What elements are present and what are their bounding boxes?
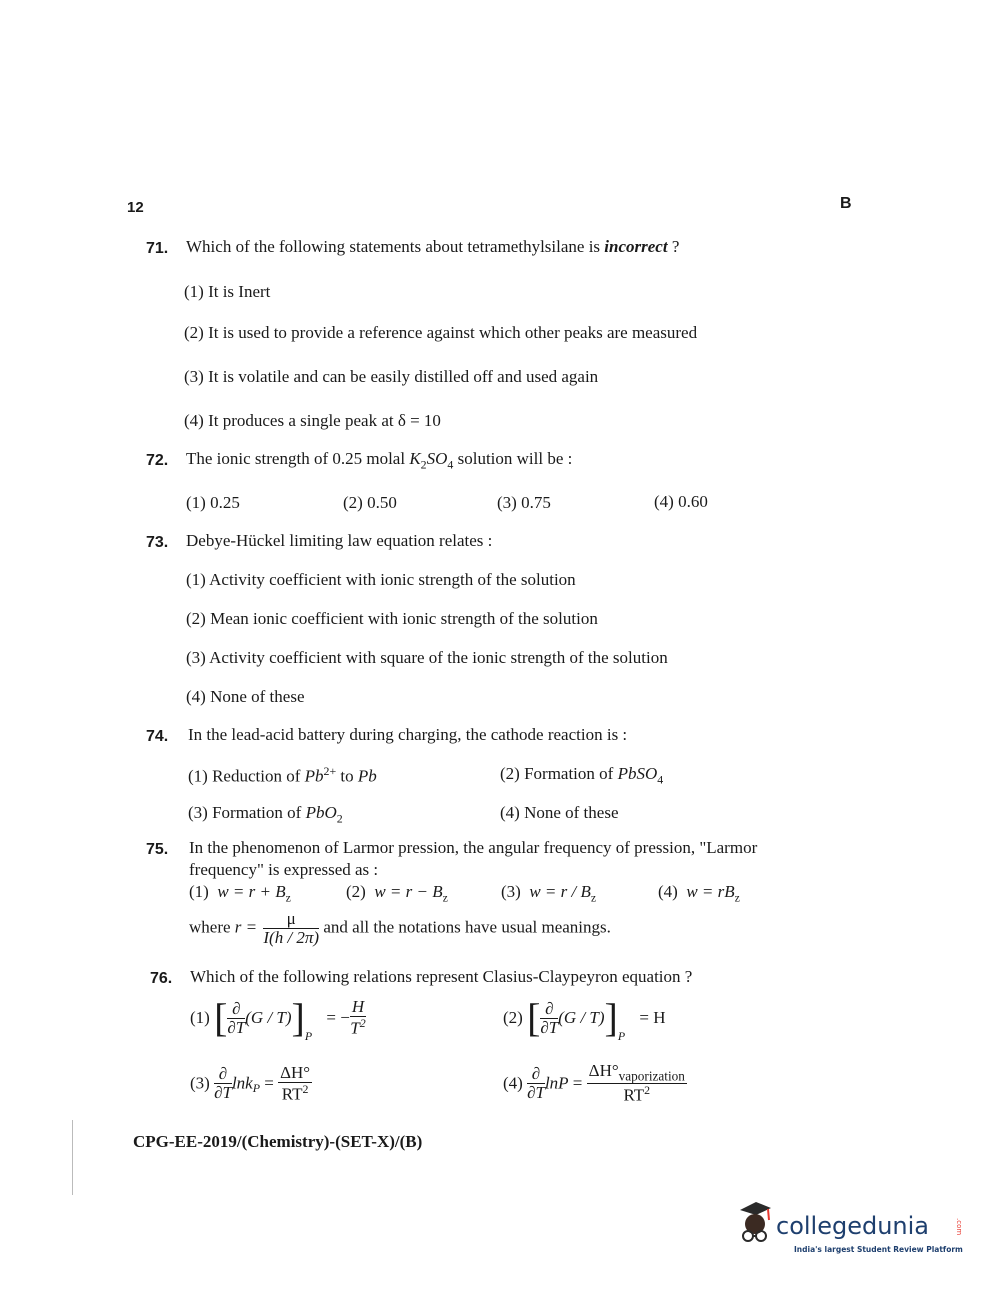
q73-option-1: (1) Activity coefficient with ionic strength of the solution	[186, 570, 576, 589]
q72-option-1: (1) 0.25	[186, 493, 240, 512]
q76-option-4: (4) $\frac{\partial}{\partial T}$ lnP = $\frac{\Delta H^\circ_{vaporization}}{RT^2}$	[503, 1061, 685, 1105]
q71-option-4: (4) It produces a single peak at δ = 10	[184, 411, 441, 430]
q76-option-2: (2) [ $\frac{\partial}{\partial T}$ $(G / T)]_P = H$	[503, 995, 666, 1043]
q75-option-1: (1) $w = r + B_z$	[189, 882, 291, 905]
page-number: 12	[127, 199, 144, 216]
q74-option-3: (3) Formation of PbO$_2$	[188, 803, 343, 826]
collegedunia-logo-text: collegedunia	[776, 1212, 930, 1240]
q75-option-3: (3) $w = r / B_z$	[501, 882, 597, 905]
q71-option-2: (2) It is used to provide a reference against which other peaks are measured	[184, 323, 698, 342]
q74-option-4: (4) None of these	[500, 803, 619, 822]
question-74-text: In the lead-acid battery during charging, the cathode reaction is :	[188, 725, 628, 744]
exam-code: CPG-EE-2019/(Chemistry)-(SET-X)/(B)	[133, 1132, 423, 1151]
q74-option-2: (2) Formation of PbSO$_4$	[500, 764, 664, 787]
collegedunia-dotcom: .com	[955, 1218, 963, 1236]
question-76-number: 76.	[150, 970, 173, 987]
question-72-text: The ionic strength of 0.25 molal $K_2SO_4$ solution will be :	[186, 449, 573, 472]
collegedunia-mascot-icon	[738, 1200, 772, 1252]
q76-option-1: (1) [ $\frac{\partial}{\partial T}$ $(G / T)]_P$ = − $\frac{H}{T^2}$	[190, 995, 366, 1043]
question-74-number: 74.	[146, 728, 169, 745]
question-75-number: 75.	[146, 841, 169, 858]
question-76-text: Which of the following relations represent Clasius-Claypeyron equation ?	[190, 967, 693, 986]
q72-option-4: (4) 0.60	[654, 492, 708, 511]
collegedunia-tagline: India's largest Student Review Platform	[794, 1245, 963, 1254]
q72-option-3: (3) 0.75	[497, 493, 551, 512]
question-71-number: 71.	[146, 240, 169, 257]
set-letter: B	[840, 195, 852, 212]
q73-option-2: (2) Mean ionic coefficient with ionic strength of the solution	[186, 609, 598, 628]
q74-option-1: (1) Reduction of $Pb^{2+}$ to Pb	[188, 764, 377, 786]
q75-option-4: (4) $w = rB_z$	[658, 882, 740, 905]
q75-where-clause: where r = $\frac{\mu}{I(h / 2\pi)}$ and all the notations have usual meanings.	[189, 909, 611, 947]
q73-option-3: (3) Activity coefficient with square of the ionic strength of the solution	[186, 648, 668, 667]
q73-option-4: (4) None of these	[186, 687, 305, 706]
q76-option-3: (3) $\frac{\partial}{\partial T}$ lnk$_P$ = $\frac{\Delta H^\circ}{RT^2}$	[190, 1063, 311, 1104]
q75-option-2: (2) $w = r - B_z$	[346, 882, 448, 905]
question-72-number: 72.	[146, 452, 169, 469]
question-75-text-line2: frequency" is expressed as :	[189, 860, 379, 879]
margin-line	[72, 1120, 73, 1195]
question-75-text-line1: In the phenomenon of Larmor pression, the angular frequency of pression, "Larmor	[189, 838, 758, 857]
q71-option-1: (1) It is Inert	[184, 282, 271, 301]
q71-option-3: (3) It is volatile and can be easily distilled off and used again	[184, 367, 599, 386]
question-73-number: 73.	[146, 534, 169, 551]
question-71-text: Which of the following statements about tetramethylsilane is incorrect ?	[186, 237, 680, 256]
q72-option-2: (2) 0.50	[343, 493, 397, 512]
question-73-text: Debye-Hückel limiting law equation relates :	[186, 531, 493, 550]
